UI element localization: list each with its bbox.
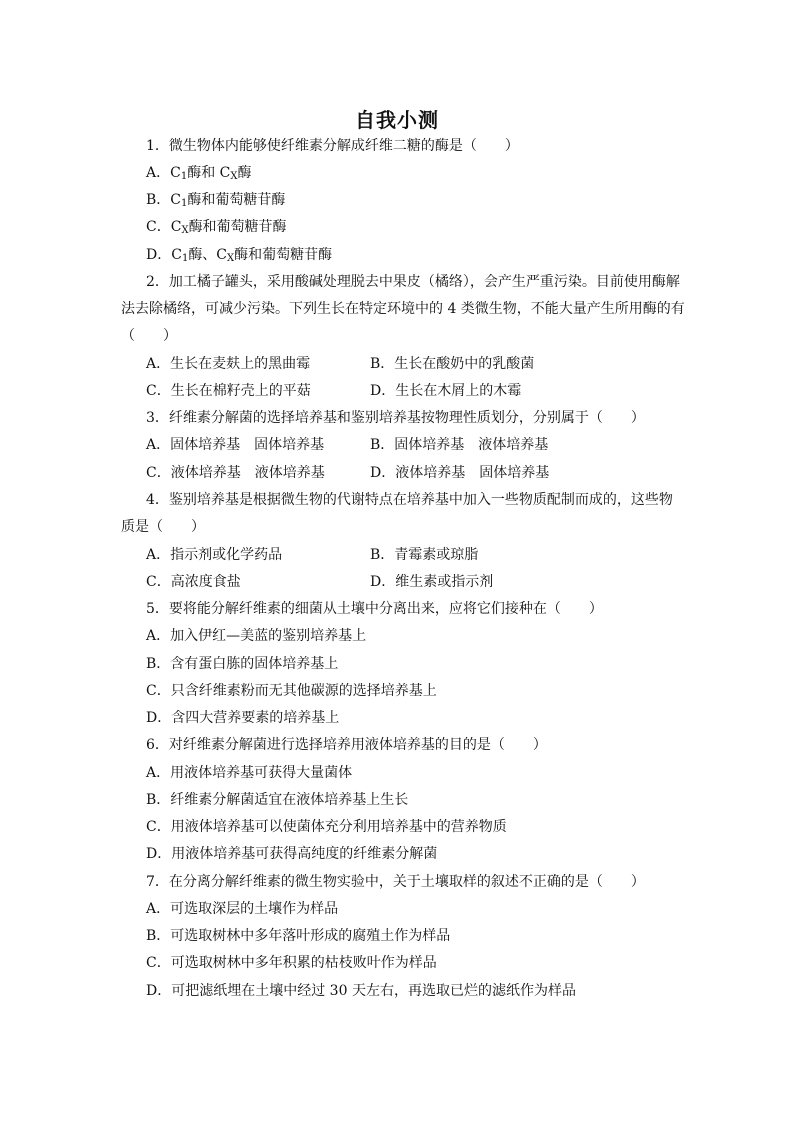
q6-option-c: C．用液体培养基可以使菌体充分利用培养基中的营养物质 <box>146 819 507 835</box>
q3-option-c: C．液体培养基 液体培养基 <box>146 465 325 481</box>
q2-stem-line1: 2．加工橘子罐头，采用酸碱处理脱去中果皮（橘络），会产生严重污染。目前使用酶解 <box>146 274 680 290</box>
q7-option-b: B．可选取树林中多年落叶形成的腐殖土作为样品 <box>146 928 451 944</box>
q5-option-c: C．只含纤维素粉而无其他碳源的选择培养基上 <box>146 683 437 699</box>
q3-option-b: B．固体培养基 液体培养基 <box>370 437 549 453</box>
q7-option-d: D．可把滤纸埋在土壤中经过 30 天左右，再选取已烂的滤纸作为样品 <box>146 983 576 999</box>
q4-stem-line2: 质是（ ） <box>121 519 205 535</box>
q2-option-b: B．生长在酸奶中的乳酸菌 <box>370 356 535 372</box>
q3-option-a: A．固体培养基 固体培养基 <box>146 437 325 453</box>
q5-option-b: B．含有蛋白胨的固体培养基上 <box>146 656 339 672</box>
q7-stem: 7．在分离分解纤维素的微生物实验中，关于土壤取样的叙述不正确的是（ ） <box>146 874 645 890</box>
q6-option-a: A．用液体培养基可获得大量菌体 <box>146 765 353 781</box>
q5-stem: 5．要将能分解纤维素的细菌从土壤中分离出来，应将它们接种在（ ） <box>146 601 603 617</box>
q7-option-c: C．可选取树林中多年积累的枯枝败叶作为样品 <box>146 955 437 971</box>
q2-option-d: D．生长在木屑上的木霉 <box>370 383 522 399</box>
q3-stem: 3．纤维素分解菌的选择培养基和鉴别培养基按物理性质划分，分别属于（ ） <box>146 410 645 426</box>
q5-option-a: A．加入伊红—美蓝的鉴别培养基上 <box>146 628 367 644</box>
q4-option-d: D．维生素或指示剂 <box>370 574 494 590</box>
q1-option-a: A．$C_1$酶和 $C_X$酶 <box>146 165 252 182</box>
q6-option-d: D．用液体培养基可获得高纯度的纤维素分解菌 <box>146 846 438 862</box>
q6-stem: 6．对纤维素分解菌进行选择培养用液体培养基的目的是（ ） <box>146 737 547 753</box>
q7-option-a: A．可选取深层的土壤作为样品 <box>146 901 339 917</box>
q1-option-d: D．$C_1$酶、$C_X$酶和葡萄糖苷酶 <box>146 247 333 264</box>
q4-option-c: C．高浓度食盐 <box>146 574 241 590</box>
q4-option-a: A．指示剂或化学药品 <box>146 547 283 563</box>
q1-option-b: B．$C_1$酶和葡萄糖苷酶 <box>146 192 286 209</box>
q6-option-b: B．纤维素分解菌适宜在液体培养基上生长 <box>146 792 409 808</box>
page-title: 自我小测 <box>355 108 439 132</box>
q2-stem-line3: （ ） <box>121 328 177 344</box>
q4-stem-line1: 4．鉴别培养基是根据微生物的代谢特点在培养基中加入一些物质配制而成的，这些物 <box>146 492 673 508</box>
q3-option-d: D．液体培养基 固体培养基 <box>370 465 550 481</box>
q1-stem: 1．微生物体内能够使纤维素分解成纤维二糖的酶是（ ） <box>146 138 519 154</box>
q2-option-c: C．生长在棉籽壳上的平菇 <box>146 383 311 399</box>
q1-option-c: C．$C_X$酶和葡萄糖苷酶 <box>146 219 287 236</box>
q4-option-b: B．青霉素或琼脂 <box>370 547 479 563</box>
q2-stem-line2: 法去除橘络，可减少污染。下列生长在特定环境中的 4 类微生物，不能大量产生所用酶的有 <box>121 301 685 317</box>
q5-option-d: D．含四大营养要素的培养基上 <box>146 710 340 726</box>
q2-option-a: A．生长在麦麸上的黑曲霉 <box>146 356 311 372</box>
